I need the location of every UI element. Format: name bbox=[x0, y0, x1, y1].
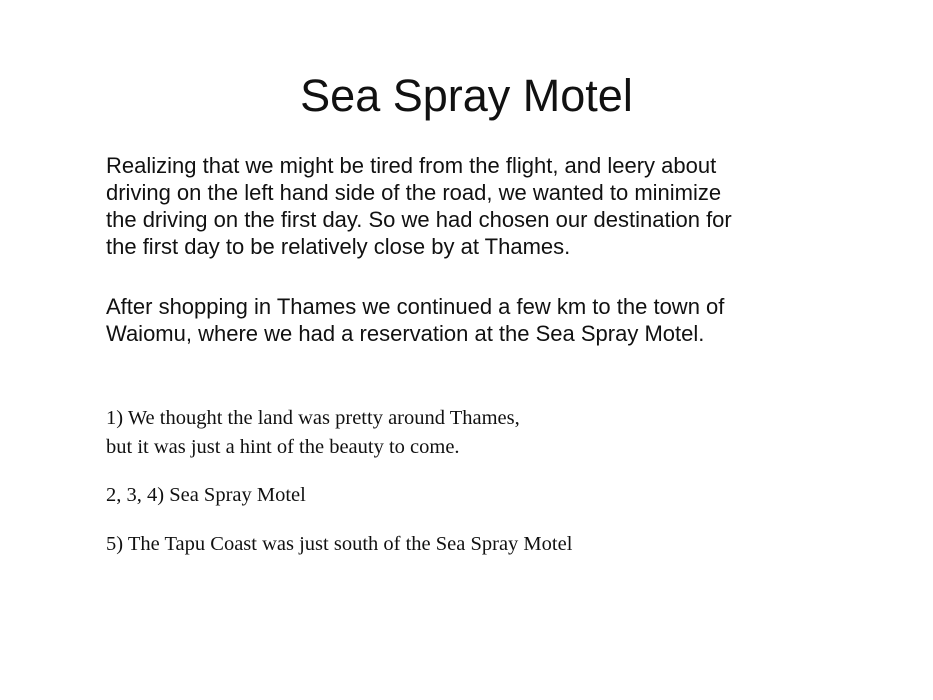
paragraph-line: driving on the left hand side of the road, we wanted to minimize bbox=[106, 180, 722, 205]
caption-line: 5) The Tapu Coast was just south of the Sea Spray Motel bbox=[106, 533, 573, 555]
paragraph-line: the first day to be relatively close by at Thames. bbox=[106, 234, 571, 259]
caption-line: 2, 3, 4) Sea Spray Motel bbox=[106, 484, 306, 506]
paragraph-line: After shopping in Thames we continued a few km to the town of bbox=[106, 294, 725, 319]
intro-paragraph bbox=[106, 152, 846, 260]
page-title: Sea Spray Motel bbox=[300, 70, 633, 121]
second-paragraph bbox=[106, 293, 846, 347]
photo-caption-2-4 bbox=[106, 481, 846, 510]
photo-caption-1 bbox=[106, 404, 846, 462]
caption-line: 1) We thought the land was pretty around Thames, bbox=[106, 407, 520, 429]
photo-caption-5 bbox=[106, 530, 846, 559]
paragraph-line: Waiomu, where we had a reservation at the Sea Spray Motel. bbox=[106, 321, 705, 346]
caption-line: but it was just a hint of the beauty to come. bbox=[106, 436, 460, 458]
paragraph-line: the driving on the first day. So we had chosen our destination for bbox=[106, 207, 732, 232]
paragraph-line: Realizing that we might be tired from the flight, and leery about bbox=[106, 153, 717, 178]
